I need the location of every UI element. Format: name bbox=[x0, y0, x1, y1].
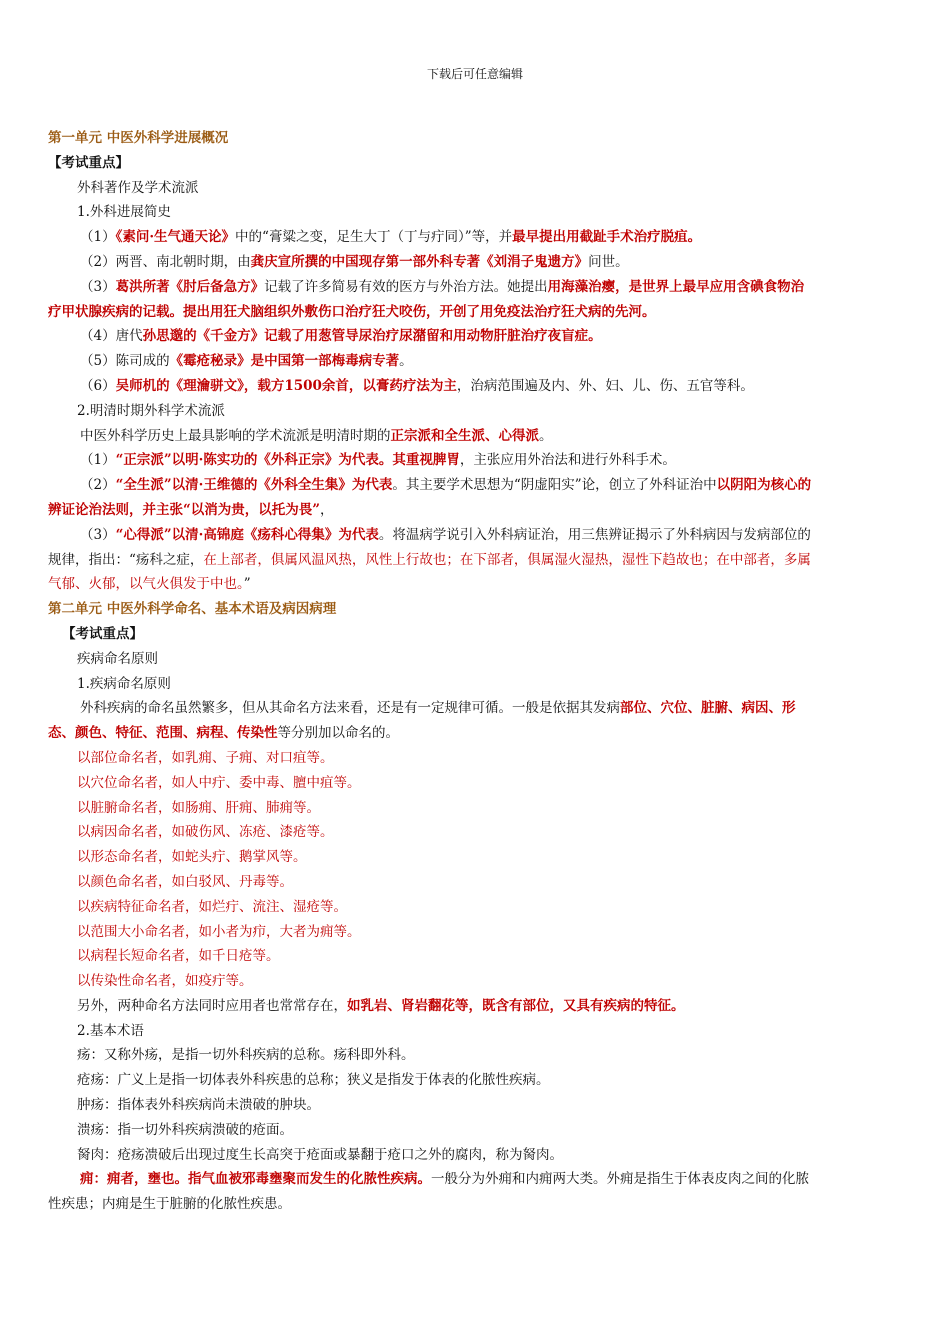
item-prefix: （1） bbox=[80, 229, 116, 246]
item-text: ，主张应用外治法和进行外科手术。 bbox=[459, 452, 676, 469]
item-prefix: （2） bbox=[80, 477, 116, 494]
highlight-text: “心得派”以清·高锦庭《疡科心得集》为代表 bbox=[115, 526, 379, 543]
highlight-text: 如乳岩、肾岩翻花等，既含有部位，又具有疾病的特征。 bbox=[347, 997, 685, 1014]
item-text: 等分别加以命名的。 bbox=[277, 725, 399, 742]
unit2-topic: 疾病命名原则 bbox=[77, 650, 158, 667]
naming-item: 以病因命名者，如破伤风、冻疮、漆疮等。 bbox=[77, 824, 334, 841]
unit2-section2-title: 2.基本术语 bbox=[77, 1022, 144, 1039]
item-text: 。 bbox=[539, 427, 553, 444]
school-item-1 bbox=[48, 448, 812, 473]
highlight-text: 葛洪所著《肘后备急方》 bbox=[115, 278, 265, 295]
schools-intro bbox=[48, 424, 812, 449]
item-text: 。将温病学说引入外科病证治，用三焦辨证揭示了外科病因与发病部位的规律，指出：“疡科之症， bbox=[48, 526, 811, 568]
naming-item: 以病程长短命名者，如千日疮等。 bbox=[77, 948, 280, 965]
naming-intro bbox=[48, 696, 812, 746]
document-body bbox=[48, 126, 812, 1217]
highlight-text: “正宗派”以明·陈实功的《外科正宗》为代表。其重视脾胃 bbox=[115, 452, 460, 469]
unit2-title: 第二单元 中医外科学命名、基本术语及病因病理 bbox=[48, 601, 337, 618]
combined-naming bbox=[48, 994, 812, 1019]
highlight-text: 以阴阳为核心的辨证论治法则，并主张“以消为贵，以托为畏” bbox=[48, 477, 812, 518]
unit1-section2-title: 2.明清时期外科学术流派 bbox=[77, 402, 225, 419]
page-header: 下载后可任意编辑 bbox=[426, 67, 523, 81]
history-item-6 bbox=[48, 374, 812, 399]
naming-item: 以疾病特征命名者，如烂疔、流注、湿疮等。 bbox=[77, 898, 347, 915]
highlight-text: 在上部者，俱属风温风热，风性上行故也；在下部者，俱属湿火湿热，湿性下趋故也；在中部者，多属气郁、火郁，以气火俱发于中也。 bbox=[48, 551, 811, 593]
item-text: 。其主要学术思想为“阴虚阳实”论，创立了外科证治中 bbox=[392, 477, 717, 494]
highlight-text: 用海藻治瘿，是世界上最早应用含碘食物治疗甲状腺疾病的记载。提出用狂犬脑组织外敷伤口治疗狂犬咬伤，开创了用免疫法治疗狂犬病的先河。 bbox=[48, 278, 805, 320]
history-item-2 bbox=[48, 250, 812, 275]
item-text: 问世。 bbox=[588, 253, 629, 270]
item-prefix: （1） bbox=[80, 452, 116, 469]
naming-item: 以颜色命名者，如白驳风、丹毒等。 bbox=[77, 873, 293, 890]
unit1-title: 第一单元 中医外科学进展概况 bbox=[48, 130, 229, 146]
item-text: 记载了许多简易有效的医方与外治方法。她提出 bbox=[264, 278, 548, 295]
item-text: 另外，两种命名方法同时应用者也常常存在， bbox=[77, 997, 347, 1014]
item-text: ” bbox=[243, 576, 251, 593]
school-item-3 bbox=[48, 523, 812, 597]
item-text: ，治病范围遍及内、外、妇、儿、伤、五官等科。 bbox=[456, 377, 754, 394]
book-title: 《素问·生气通天论》 bbox=[115, 229, 236, 246]
highlight-text: 部位、穴位、脏腑、病因、形态、颜色、特征、范围、病程、传染性 bbox=[48, 700, 796, 742]
term-item: 疮疡：广义上是指一切体表外科疾患的总称；狭义是指发于体表的化脓性疾病。 bbox=[77, 1072, 550, 1089]
item-text: 中医外科学历史上最具影响的学术流派是明清时期的 bbox=[80, 427, 391, 444]
term-item: 肿疡：指体表外科疾病尚未溃破的肿块。 bbox=[77, 1097, 320, 1114]
unit2-key-points: 【考试重点】 bbox=[62, 625, 143, 642]
highlight-text: 最早提出用截趾手术治疗脱疽。 bbox=[512, 229, 702, 246]
naming-item: 以部位命名者，如乳痈、子痈、对口疽等。 bbox=[77, 749, 334, 766]
highlight-text: 《霉疮秘录》是中国第一部梅毒病专著 bbox=[169, 353, 400, 370]
unit2-section1-title: 1.疾病命名原则 bbox=[77, 675, 171, 692]
history-item-3 bbox=[48, 275, 812, 325]
highlight-text: 龚庆宣所撰的中国现存第一部外科专著《刘涓子鬼遗方》 bbox=[250, 253, 589, 270]
item-text: 一般分为外痈和内痈两大类。外痈是指生于体表皮肉之间的化脓性疾患；内痈是生于脏腑的化脓性疾患。 bbox=[48, 1171, 809, 1213]
item-prefix: （3） bbox=[80, 526, 116, 543]
unit1-topic: 外科著作及学术流派 bbox=[77, 179, 199, 196]
item-text: 中的“膏粱之变，足生大丁（丁与疔同）”等，并 bbox=[235, 229, 513, 246]
term-item: 疡：又称外疡，是指一切外科疾病的总称。疡科即外科。 bbox=[77, 1047, 415, 1064]
term-yong bbox=[48, 1167, 812, 1217]
naming-item: 以传染性命名者，如疫疔等。 bbox=[77, 973, 253, 990]
unit1-section1-title: 1.外科进展简史 bbox=[77, 204, 171, 221]
highlight-text: “全生派”以清·王维德的《外科全生集》为代表 bbox=[115, 477, 393, 494]
history-item-1 bbox=[48, 225, 812, 250]
term-item: 胬肉：疮疡溃破后出现过度生长高突于疮面或暴翻于疮口之外的腐肉，称为胬肉。 bbox=[77, 1146, 563, 1163]
naming-item: 以范围大小命名者，如小者为疖，大者为痈等。 bbox=[77, 923, 361, 940]
naming-item: 以穴位命名者，如人中疔、委中毒、膻中疽等。 bbox=[77, 774, 361, 791]
unit1-key-points: 【考试重点】 bbox=[48, 154, 129, 171]
highlight-text: 痈：痈者，壅也。指气血被邪毒壅聚而发生的化脓性疾病。 bbox=[80, 1171, 431, 1188]
history-item-4 bbox=[48, 324, 812, 349]
naming-item: 以脏腑命名者，如肠痈、肝痈、肺痈等。 bbox=[77, 799, 320, 816]
highlight-text: 正宗派和全生派、心得派 bbox=[390, 427, 539, 444]
item-text: 外科疾病的命名虽然繁多，但从其命名方法来看，还是有一定规律可循。一般是依据其发病 bbox=[80, 700, 620, 717]
history-item-5 bbox=[48, 349, 812, 374]
item-text: （5）陈司成的 bbox=[80, 353, 170, 370]
item-text: （2）两晋、南北朝时期，由 bbox=[80, 253, 251, 270]
school-item-2 bbox=[48, 473, 812, 523]
item-prefix: （3） bbox=[80, 278, 116, 295]
term-item: 溃疡：指一切外科疾病溃破的疮面。 bbox=[77, 1121, 293, 1138]
item-text: （4）唐代 bbox=[80, 328, 143, 345]
highlight-text: 孙思邈的《千金方》记载了用葱管导尿治疗尿潴留和用动物肝脏治疗夜盲症。 bbox=[142, 328, 602, 345]
item-prefix: （6） bbox=[80, 377, 116, 394]
item-text: 。 bbox=[399, 353, 413, 370]
highlight-text: 吴师机的《理瀹骈文》，载方1500余首，以膏药疗法为主 bbox=[115, 377, 457, 394]
item-text: ， bbox=[320, 501, 334, 518]
naming-item: 以形态命名者，如蛇头疔、鹅掌风等。 bbox=[77, 849, 307, 866]
